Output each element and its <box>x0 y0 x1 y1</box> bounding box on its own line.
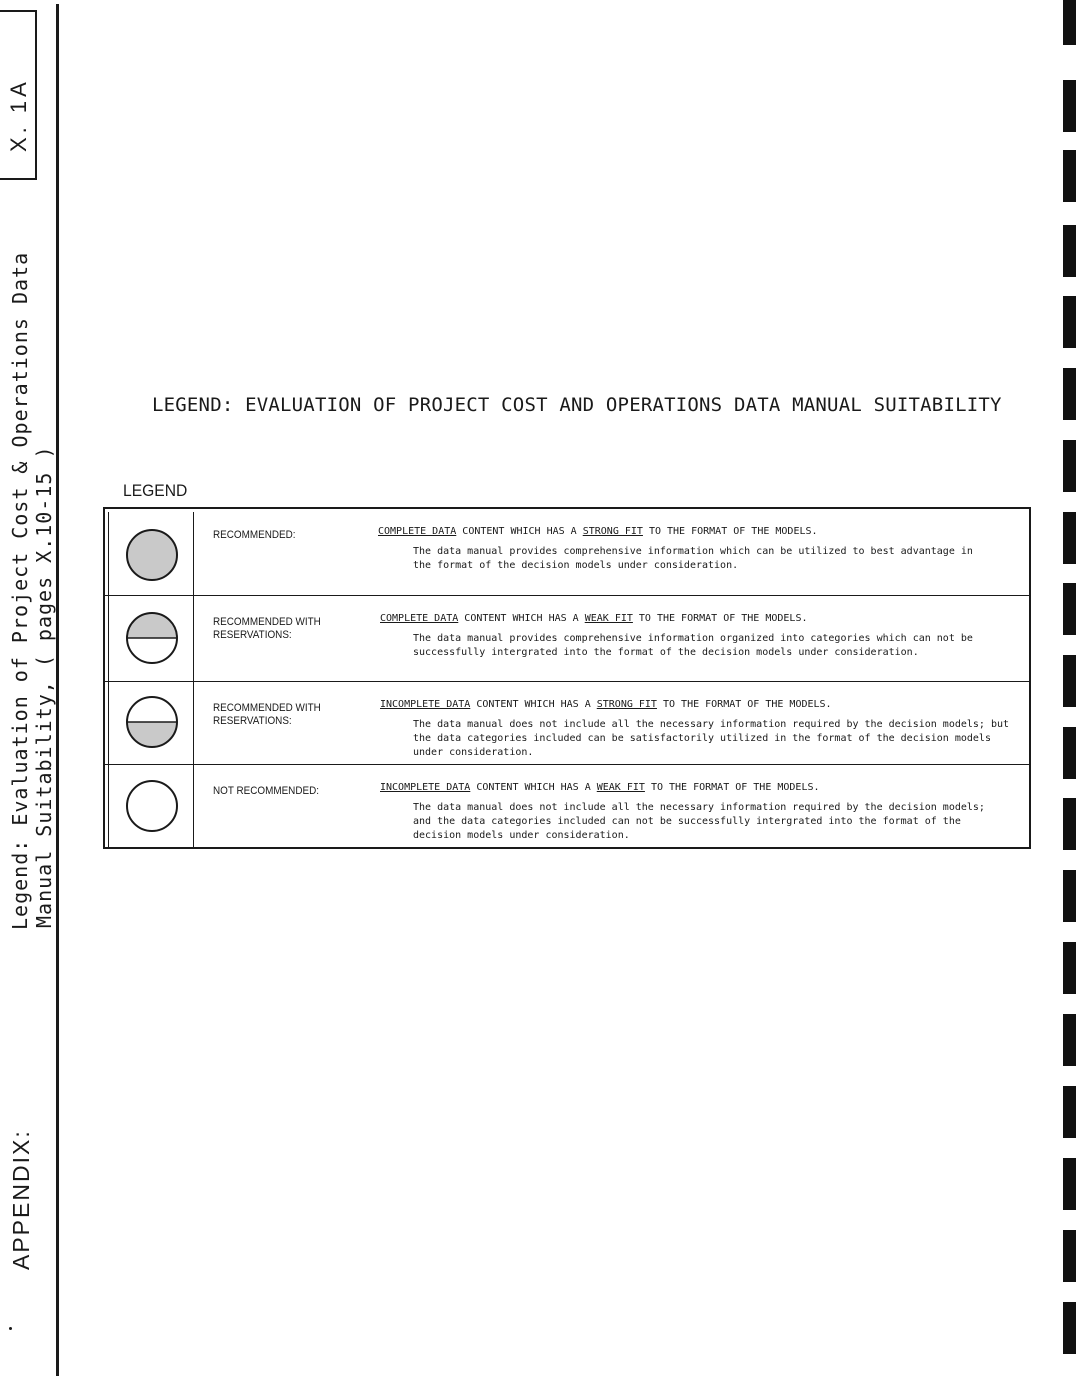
headline-fit-term: STRONG FIT <box>582 526 643 537</box>
headline-text: TO THE FORMAT OF THE MODELS. <box>656 699 832 710</box>
headline-text: TO THE FORMAT OF THE MODELS. <box>644 782 820 793</box>
row-headline <box>378 526 818 537</box>
binding-mark <box>1063 1230 1076 1282</box>
status-label: RECOMMENDED WITH RESERVATIONS: <box>213 702 321 727</box>
headline-data-term: INCOMPLETE DATA <box>380 782 471 793</box>
binding-mark <box>1063 798 1076 850</box>
binding-mark <box>1063 296 1076 348</box>
margin-caption-line2: Manual Suitability, ( pages X.10-15 ) <box>32 445 56 928</box>
legend-label: LEGEND <box>123 481 188 500</box>
legend-table <box>103 507 1031 849</box>
margin-rule <box>56 4 59 1376</box>
headline-text: CONTENT WHICH HAS A <box>458 613 585 624</box>
icon-cell <box>108 596 194 682</box>
page-title: LEGEND: EVALUATION OF PROJECT COST AND OPERATIONS DATA MANUAL SUITABILITY <box>152 394 1002 416</box>
binding-mark <box>1063 655 1076 707</box>
legend-row-recommended-with-reservations-incomplete <box>105 681 1029 765</box>
binding-mark <box>1063 942 1076 994</box>
row-headline <box>380 613 808 624</box>
legend-row-not-recommended <box>105 764 1029 848</box>
binding-mark <box>1063 727 1076 779</box>
binding-mark <box>1063 150 1076 202</box>
binding-mark <box>1063 1302 1076 1354</box>
icon-cell <box>108 765 194 848</box>
margin-caption-line1: Legend: Evaluation of Project Cost & Operations Data <box>8 251 32 930</box>
headline-text: TO THE FORMAT OF THE MODELS. <box>642 526 818 537</box>
headline-text: TO THE FORMAT OF THE MODELS. <box>632 613 808 624</box>
appendix-label: APPENDIX: <box>8 1129 34 1270</box>
binding-mark <box>1063 225 1076 277</box>
binding-mark <box>1063 0 1076 45</box>
binding-mark <box>1063 870 1076 922</box>
headline-text: CONTENT WHICH HAS A <box>456 526 583 537</box>
binding-mark <box>1063 1086 1076 1138</box>
headline-fit-term: STRONG FIT <box>596 699 657 710</box>
binding-mark <box>1063 512 1076 564</box>
icon-cell <box>108 512 194 595</box>
binding-mark <box>1063 1014 1076 1066</box>
row-description: The data manual does not include all the necessary information required by the decision models; and the data categories included can not be successfully intergrated into the format of the decision models under consideration. <box>413 802 985 841</box>
row-description: The data manual provides comprehensive information which can be utilized to best advantage in the format of the decision models under consideration. <box>413 546 973 571</box>
bottom-half-shaded-circle-icon <box>125 695 179 749</box>
section-tab-label: X. 1A <box>6 78 31 152</box>
empty-circle-icon <box>125 779 179 833</box>
headline-fit-term: WEAK FIT <box>584 613 633 624</box>
status-label: RECOMMENDED: <box>213 529 296 541</box>
status-label: RECOMMENDED WITH RESERVATIONS: <box>213 616 321 641</box>
binding-mark <box>1063 440 1076 492</box>
status-label: NOT RECOMMENDED: <box>213 785 319 797</box>
legend-row-recommended-with-reservations-weak <box>105 595 1029 682</box>
headline-text: CONTENT WHICH HAS A <box>470 782 597 793</box>
headline-data-term: COMPLETE DATA <box>378 526 457 537</box>
row-description: The data manual does not include all the necessary information required by the decision models; but the data categories included can be satisfactorily utilized in the format of the decision models under consideration. <box>413 719 1010 758</box>
headline-fit-term: WEAK FIT <box>596 782 645 793</box>
margin-dot <box>9 1327 12 1330</box>
binding-mark <box>1063 583 1076 635</box>
full-shaded-circle-icon <box>125 528 179 582</box>
binding-mark <box>1063 80 1076 132</box>
headline-data-term: COMPLETE DATA <box>380 613 459 624</box>
row-headline <box>380 699 832 710</box>
row-headline <box>380 782 820 793</box>
icon-cell <box>108 682 194 765</box>
headline-data-term: INCOMPLETE DATA <box>380 699 471 710</box>
binding-mark <box>1063 368 1076 420</box>
legend-row-recommended <box>105 509 1029 595</box>
headline-text: CONTENT WHICH HAS A <box>470 699 597 710</box>
binding-mark <box>1063 1158 1076 1210</box>
top-half-shaded-circle-icon <box>125 611 179 665</box>
row-description: The data manual provides comprehensive information organized into categories which can not be successfully intergrated into the format of the decision models under consideration. <box>413 633 973 658</box>
